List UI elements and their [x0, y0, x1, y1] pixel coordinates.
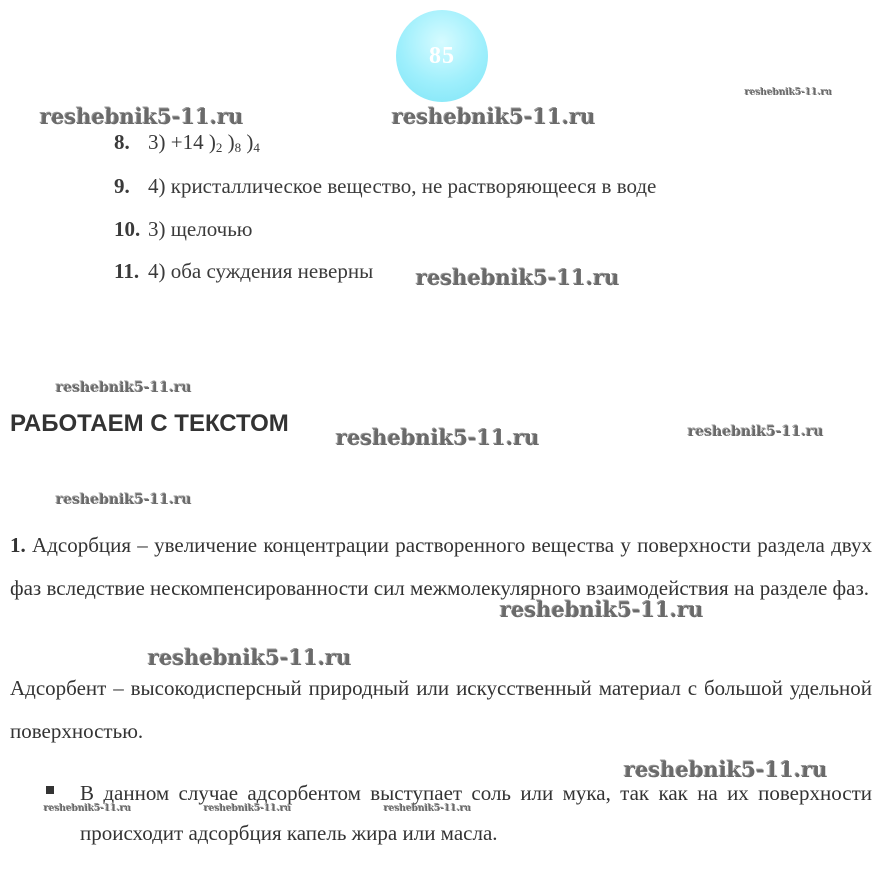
page-number-badge	[396, 10, 488, 102]
adsorbent-paragraph: Адсорбент – высокодисперсный природный или искусственный материал с большой удельной поверхностью.	[10, 676, 872, 743]
section-heading: РАБОТАЕМ С ТЕКСТОМ	[10, 410, 289, 437]
watermark: reshebnik5-11.ru	[44, 804, 132, 814]
watermark: reshebnik5-11.ru	[148, 645, 352, 670]
bullet-item: В данном случае адсорбентом выступает соль или мука, так как на их поверхности происходит адсорбция капель жира или масла.	[46, 773, 872, 853]
item-1-paragraph: 1. Адсорбция – увеличение концентрации растворенного вещества у поверхности раздела двух фаз вследствие нескомпенсированности сил межмолекулярного взаимодействия на разделе фаз.	[10, 533, 873, 600]
answer-8: 8. 3) +14 )$_2$ )$_8$ )$_4$	[114, 130, 260, 155]
bullet-marker	[46, 786, 54, 794]
watermark: reshebnik5-11.ru	[384, 804, 472, 814]
answer-9: 9. 4) кристаллическое вещество, не растворяющееся в воде	[114, 174, 657, 198]
watermark: reshebnik5-11.ru	[416, 265, 620, 290]
watermark: reshebnik5-11.ru	[688, 424, 824, 440]
watermark: reshebnik5-11.ru	[56, 492, 192, 508]
watermark: reshebnik5-11.ru	[336, 425, 540, 450]
watermark: reshebnik5-11.ru	[392, 104, 596, 129]
watermark: reshebnik5-11.ru	[624, 757, 828, 782]
watermark: reshebnik5-11.ru	[40, 104, 244, 129]
watermark: reshebnik5-11.ru	[745, 88, 833, 98]
watermark: reshebnik5-11.ru	[204, 804, 292, 814]
watermark: reshebnik5-11.ru	[500, 597, 704, 622]
answer-10: 10. 3) щелочью	[114, 217, 253, 241]
page-number: 85	[429, 42, 455, 69]
watermark: reshebnik5-11.ru	[56, 380, 192, 396]
answer-11: 11. 4) оба суждения неверны	[114, 259, 374, 283]
